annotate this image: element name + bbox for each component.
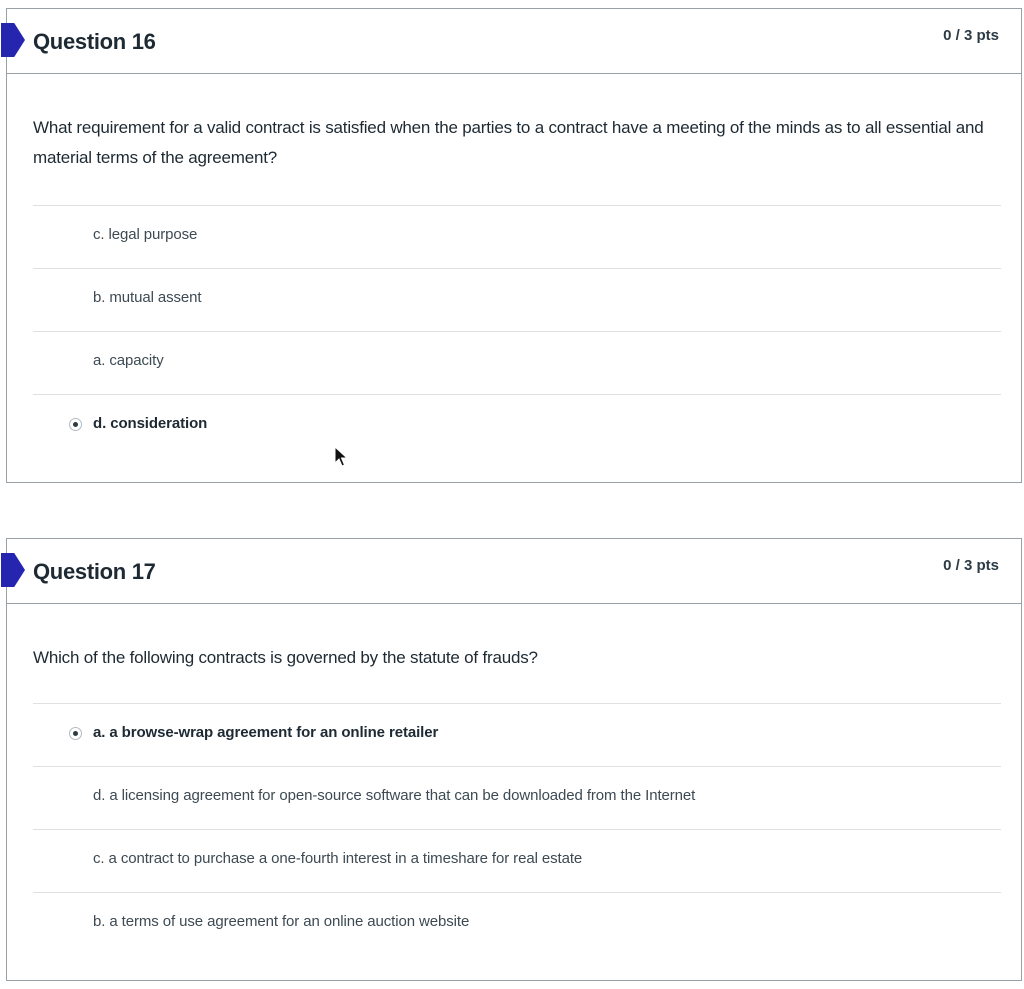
question-header: [7, 9, 1021, 74]
answer-option-selected[interactable]: [33, 703, 1001, 766]
answer-list: [33, 703, 1001, 955]
question-flag-icon[interactable]: [1, 23, 25, 57]
radio-button-selected[interactable]: [69, 727, 82, 740]
answer-label: c. a contract to purchase a one-fourth interest in a timeshare for real estate: [93, 850, 583, 867]
answer-option-selected[interactable]: [33, 394, 1001, 457]
answer-list: [33, 205, 1001, 457]
answer-option[interactable]: [33, 892, 1001, 955]
answer-label: b. a terms of use agreement for an online auction website: [93, 913, 470, 930]
answer-label: a. a browse-wrap agreement for an online retailer: [93, 724, 439, 741]
answer-label: d. consideration: [93, 415, 208, 432]
answer-label: a. capacity: [93, 352, 164, 369]
answer-option[interactable]: [33, 205, 1001, 268]
question-text: What requirement for a valid contract is satisfied when the parties to a contract have a meeting of the minds as to all essential and material terms of the agreement?: [33, 118, 984, 167]
answer-option[interactable]: [33, 766, 1001, 829]
question-points: 0 / 3 pts: [943, 557, 999, 574]
mouse-cursor-icon: [334, 446, 348, 468]
question-flag-icon[interactable]: [1, 553, 25, 587]
question-16-card: [6, 8, 1022, 483]
answer-option[interactable]: [33, 268, 1001, 331]
question-text: Which of the following contracts is governed by the statute of frauds?: [33, 648, 538, 667]
question-points: 0 / 3 pts: [943, 27, 999, 44]
question-title: Question 17: [33, 559, 156, 584]
question-header: [7, 539, 1021, 604]
answer-option[interactable]: [33, 829, 1001, 892]
radio-button-selected[interactable]: [69, 418, 82, 431]
answer-label: b. mutual assent: [93, 289, 202, 306]
question-title: Question 16: [33, 29, 156, 54]
question-17-card: [6, 538, 1022, 981]
answer-label: d. a licensing agreement for open-source software that can be downloaded from the Internet: [93, 787, 696, 804]
answer-label: c. legal purpose: [93, 226, 198, 243]
answer-option[interactable]: [33, 331, 1001, 394]
